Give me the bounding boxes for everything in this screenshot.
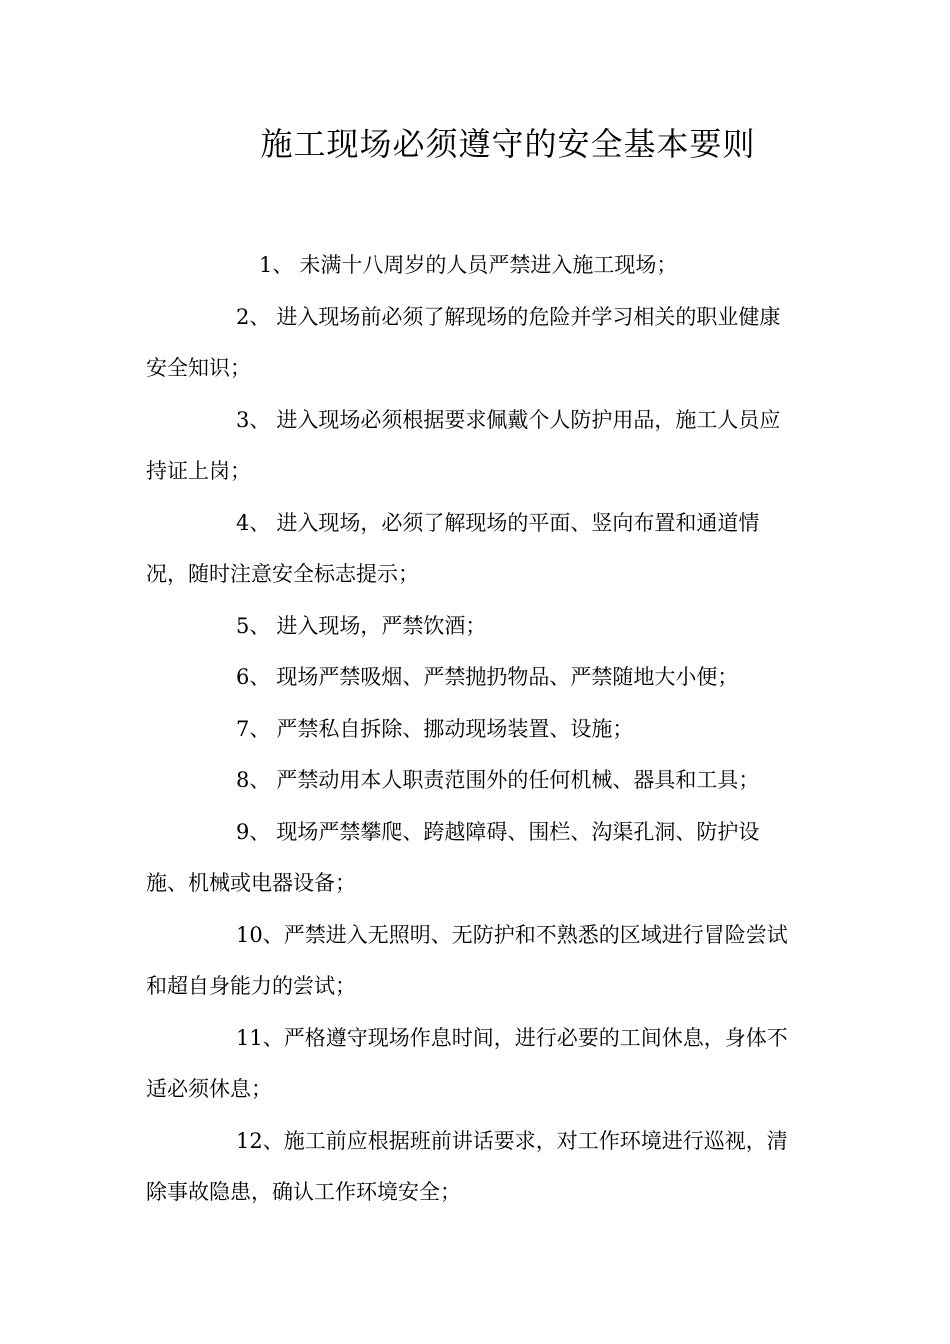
rule-number: 4、 [236,510,271,535]
rule-number: 12、 [236,1128,284,1153]
rule-item [146,1013,798,1116]
rule-number: 5、 [236,613,271,638]
rule-item [146,807,798,910]
rule-number: 6、 [236,665,271,689]
rule-number: 8、 [236,768,271,792]
rule-number: 3、 [236,407,271,432]
document-title: 施工现场必须遵守的安全基本要则 [260,125,756,163]
rule-number: 7、 [236,716,271,741]
rule-text: 施工前应根据班前讲话要求，对工作环境进行巡视，清除事故隐患，确认工作环境安全； [146,1128,788,1204]
rule-text: 严禁动用本人职责范围外的任何机械、器具和工具； [276,768,760,792]
rule-item [146,704,798,756]
rule-item [146,652,798,704]
rules-list [146,240,798,1219]
rule-item [146,910,798,1013]
rule-text: 严禁私自拆除、挪动现场装置、设施； [276,716,634,741]
rule-item [146,498,798,601]
rule-text: 现场严禁吸烟、严禁抛扔物品、严禁随地大小便； [276,665,739,689]
rule-text: 严格遵守现场作息时间，进行必要的工间休息，身体不适必须休息； [146,1025,788,1101]
rule-text: 进入现场，必须了解现场的平面、竖向布置和通道情况，随时注意安全标志提示； [146,510,760,586]
rule-item [146,240,798,292]
rule-number: 10、 [236,922,284,947]
rule-text: 严禁进入无照明、无防护和不熟悉的区域进行冒险尝试和超自身能力的尝试； [146,922,788,998]
rule-number: 2、 [236,304,271,329]
rule-text: 进入现场前必须了解现场的危险并学习相关的职业健康安全知识； [146,304,781,380]
rule-item [146,755,798,807]
rule-item [146,292,798,395]
rule-text: 进入现场必须根据要求佩戴个人防护用品，施工人员应持证上岗； [146,407,781,483]
rule-number: 1、 [259,253,294,277]
rule-number: 11、 [236,1025,284,1050]
rule-text: 进入现场，严禁饮酒； [276,613,487,638]
rule-number: 9、 [236,819,271,844]
rule-text: 现场严禁攀爬、跨越障碍、围栏、沟渠孔洞、防护设施、机械或电器设备； [146,819,760,895]
rule-item [146,395,798,498]
rule-text: 未满十八周岁的人员严禁进入施工现场； [299,253,678,277]
rule-item [146,601,798,653]
rule-item [146,1116,798,1219]
